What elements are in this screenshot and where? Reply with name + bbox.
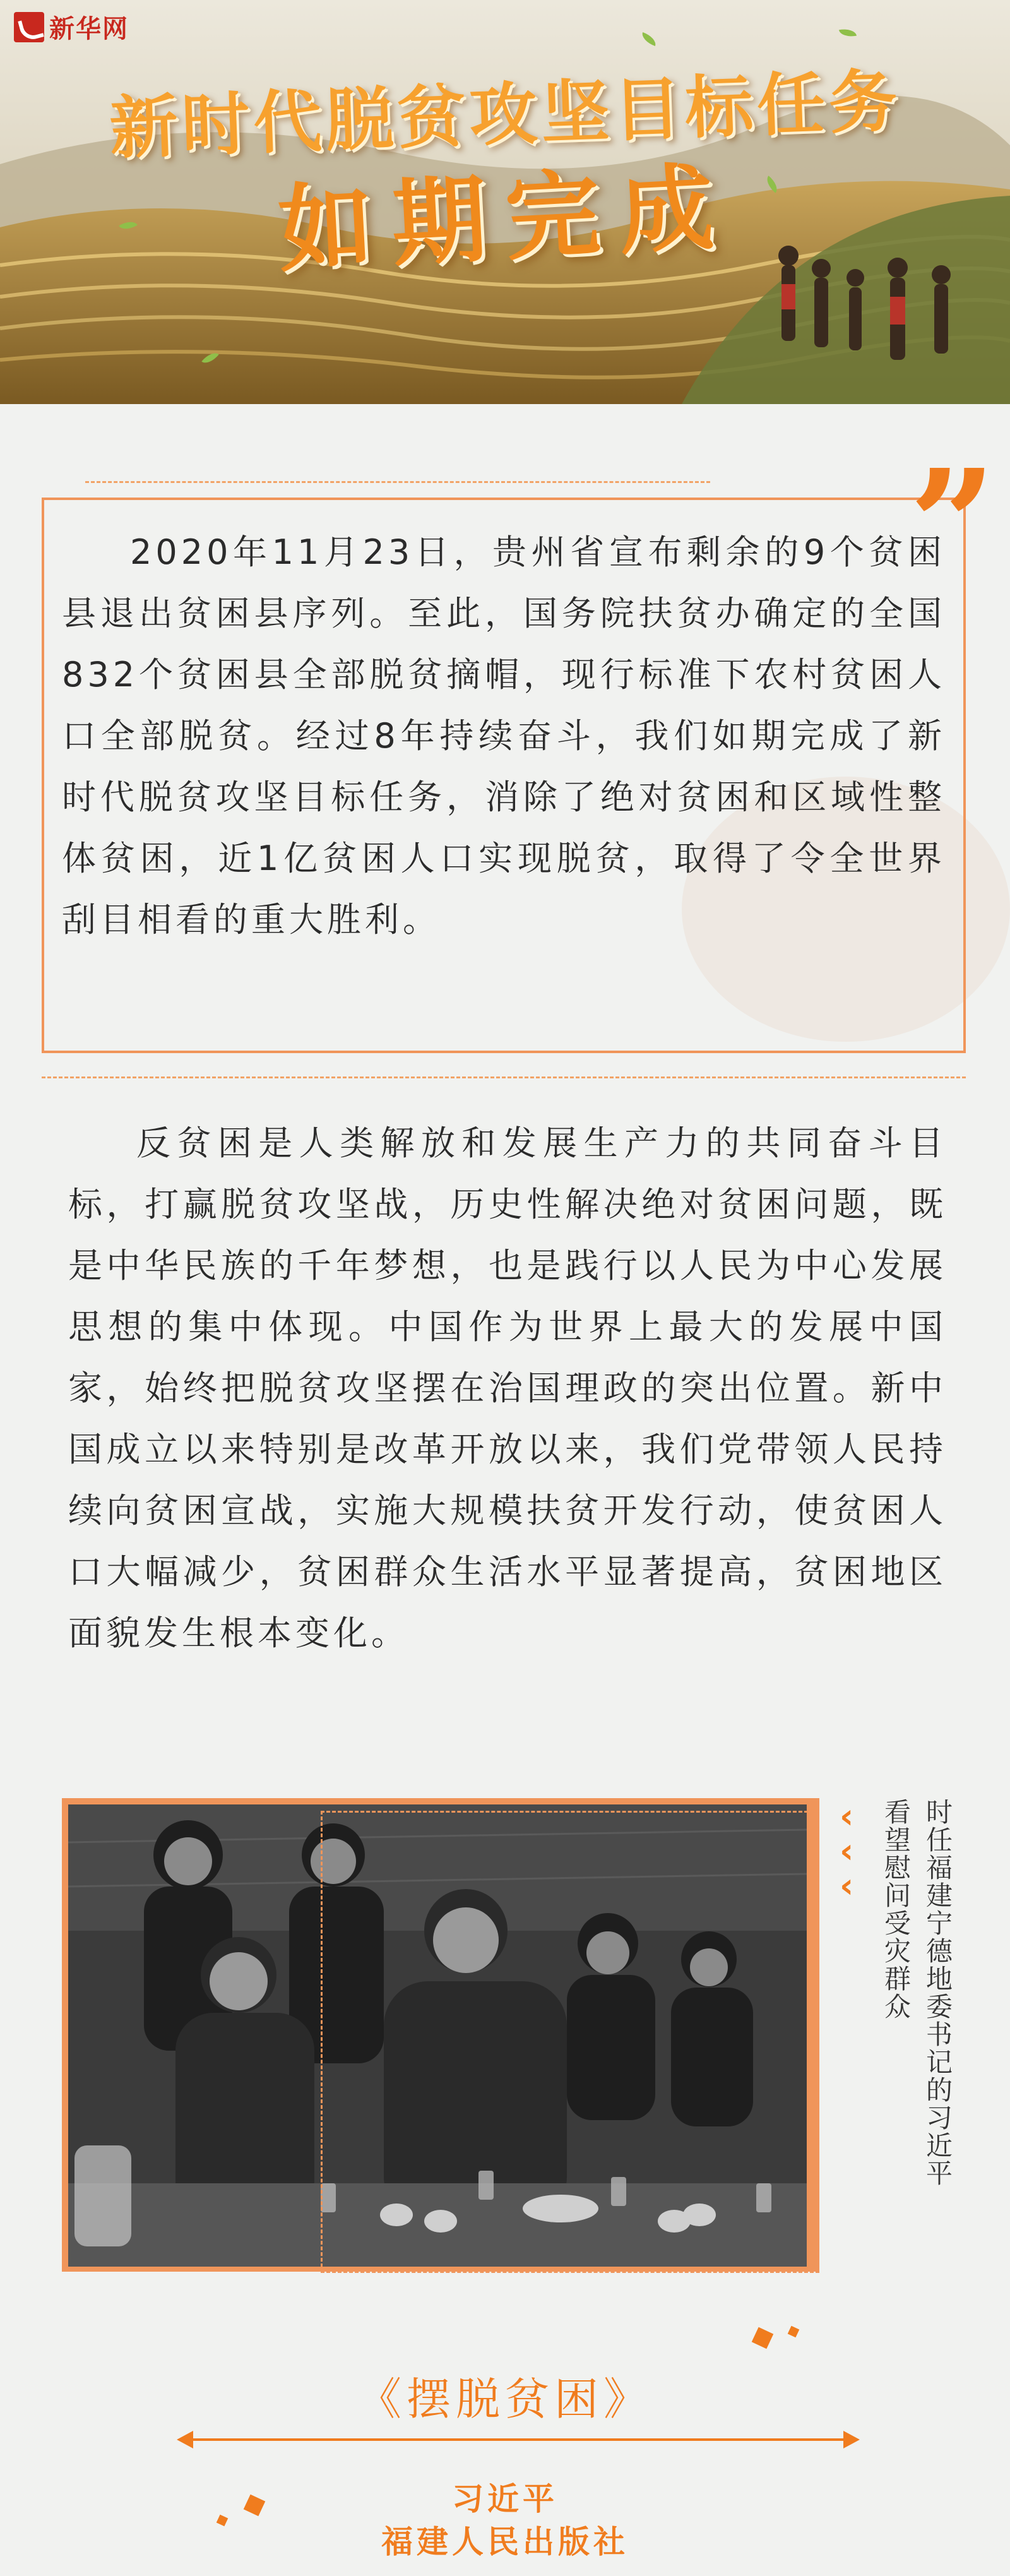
body-paragraph: 反贫困是人类解放和发展生产力的共同奋斗目标，打赢脱贫攻坚战，历史性解决绝对贫困问题，既是中华民族的千年梦想，也是践行以人民为中心发展思想的集中体现。中国作为世界上最大的发展中国家，始终把脱贫攻坚摆在治国理政的突出位置。新中国成立以来特别是改革开放以来，我们党带领人民持续向贫困宣战，实施大规模扶贫开发行动，使贫困人口大幅减少，贫困群众生活水平显著提高，贫困地区面貌发生根本变化。 xyxy=(68,1123,947,1653)
hero-title: 新时代脱贫攻坚目标任务 xyxy=(108,61,903,169)
hero-banner xyxy=(0,0,1010,404)
arrow-divider xyxy=(184,2438,846,2441)
quote-mark-icon: ” xyxy=(909,436,997,614)
arrow-left-icon xyxy=(177,2431,193,2448)
intro-paragraph: 2020年11月23日，贵州省宣布剩余的9个贫困县退出贫困县序列。至此，国务院扶贫办确定的全国832个贫困县全部脱贫摘帽，现行标准下农村贫困人口全部脱贫。经过8年持续奋斗，我们如期完成了新时代脱贫攻坚目标任务，消除了绝对贫困和区域性整体贫困，近1亿贫困人口实现脱贫，取得了令全世界刮目相看的重大胜利。 xyxy=(62,532,946,939)
chevron-left-icon: ‹ xyxy=(840,1831,854,1871)
arrow-right-icon xyxy=(843,2431,860,2448)
brand-logo xyxy=(14,9,129,45)
brand-icon xyxy=(14,12,44,42)
book-author: 习近平 xyxy=(452,2480,558,2517)
book-publisher: 福建人民出版社 xyxy=(381,2523,629,2560)
chevron-left-icon: ‹ xyxy=(840,1866,854,1905)
square-decoration xyxy=(788,2326,800,2338)
brand-name: 新华网 xyxy=(49,14,129,44)
square-decoration xyxy=(752,2327,774,2349)
photo-dashed-border xyxy=(321,1811,819,2273)
hero-subtitle: 如期完成 xyxy=(275,151,735,286)
dashed-divider xyxy=(85,481,710,483)
photo-caption-line1: 时任福建宁德地委书记的习近平 xyxy=(922,1798,953,2187)
book-title: 《摆脱贫困》 xyxy=(357,2373,653,2425)
chevron-left-icon: ‹ xyxy=(840,1796,854,1836)
photo-caption-line2: 看望慰问受灾群众 xyxy=(881,1798,912,2020)
dashed-divider xyxy=(42,1076,966,1078)
